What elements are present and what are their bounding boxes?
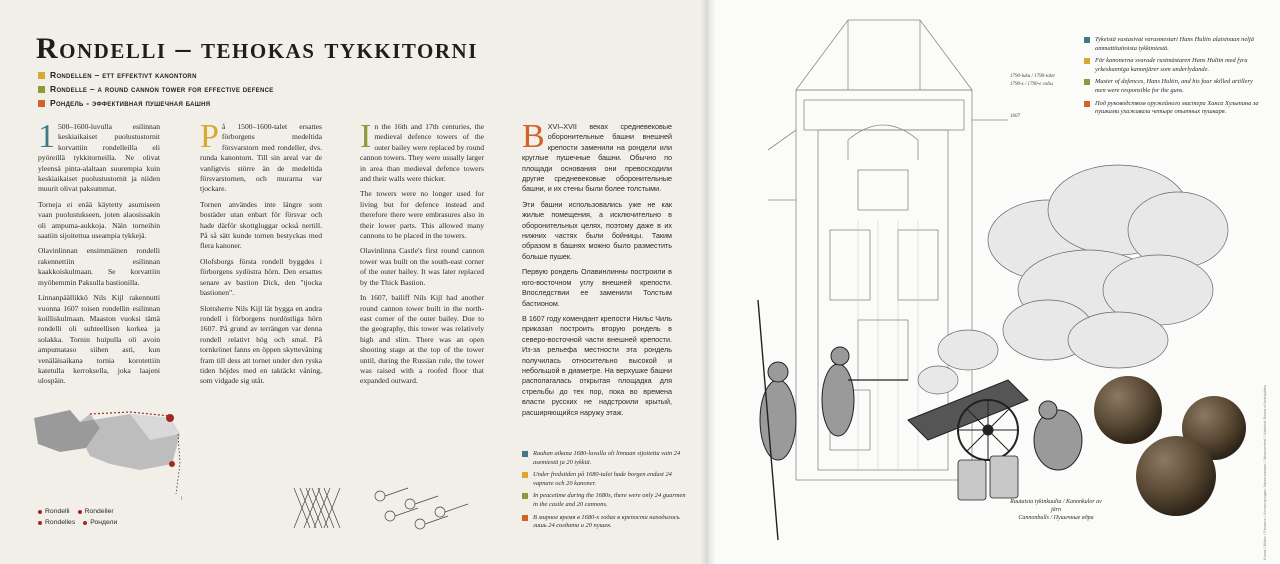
color-square-icon — [1084, 79, 1090, 85]
column-english: In the 16th and 17th centuries, the medieval defence towers of the outer bailey were replaced by round cannon towers. They were usually larger in area than medieval defence towers and their walls were thicker. The towers were no longer used for living but for defence instead and therefore there were embrasures also in their lower parts. This allowed many cannons to be placed in the towers. Olavinlinna Castle's first round cannon tower was built on the south-east corner of the outer bailey. It was later replaced by the Thick Bastion. In 1607, bailiff Nils Kijl had another round cannon tower built in the north-east corner of the outer bailey. Due to the geography, this tower was relatively high and slim. There was an open shooting stage at the top of the tower until, during the Russian rule, the tower was raised with a roofed floor that expanded outward. — [360, 118, 484, 386]
column-russian: ВXVI–XVII веках средневековые оборонительные башни внешней крепости заменили на рондели или круглые пушечные башни. Обычно по площади основания они превосходили другие средневековые оборонительные башни, и их стены были более толстыми. Эти башни использовались уже не как жилые помещения, а исключительно в оборонительных целях, поэтому даже в их нижних частях были бойницы. Таким образом в башнях можно было разместить больше пушек. Первую рондель Олавинлинны построили в юго-восточном углу внешней крепости. Впоследствии ее заменили Толстым бастионом. В 1607 году комендант крепости Нильс Чиль приказал построить вторую рондель в северо-восточной части внешней крепости. Из-за рельефа местности эта рондель получилась относительно высокой и небольшой в диаметре. На верхушке башни располагалась открытая площадка для стрельбы до тех пор, пока во времена власти русских не надстроили крытый, расширяющийся наружу этаж. — [522, 118, 672, 417]
dot-icon — [38, 521, 42, 525]
color-square-icon — [522, 515, 528, 521]
tower-label-1790s: 1790-luku / 1790-talet — [1010, 74, 1055, 79]
color-square-icon — [1084, 37, 1090, 43]
color-square-icon — [522, 493, 528, 499]
page-title: Rondelli – tehokas tykkitorni — [36, 32, 478, 65]
note-item: Rauhan aikana 1680-luvulla oli linnaan sijoitettu vain 24 asemiestä ja 20 tykkiä. — [522, 450, 692, 467]
note-item: Под руководством оружейного мастера Ханса Хультина за пушками ухаживали четыре опытных пушкаря. — [1084, 100, 1262, 117]
color-square-icon — [1084, 58, 1090, 64]
legend-item: Rondelli — [38, 506, 70, 517]
subtitle-english: Rondelle – a round cannon tower for effective defence — [38, 82, 274, 96]
dot-icon — [78, 510, 82, 514]
cannonball-caption: Rautaisia tykinkuulia / Kanonkulor av järn Cannonballs / Пушечные ядра — [1010, 499, 1102, 521]
map-legend — [38, 506, 125, 528]
svg-text:↑: ↑ — [180, 496, 183, 502]
legend-item: Rondeller — [78, 506, 114, 517]
soldiers-cannons-sketch — [290, 468, 490, 538]
dot-icon — [38, 510, 42, 514]
column-finnish: 1 500–1600-luvulla esilinnan keskiaikaiset puolustustornit korvattiin rondelleilla eli pyöreillä tykkitorneilla. Ne olivat yleensä pinta-alaltaan suurempia kuin keskiaikaiset puolustustornit ja niiden muurit olivat paksummat. Torneja ei enää käytetty asumiseen vaan puolustukseen, joten alaosissakin oli ampuma-aukkoja. Näin torneihin saatiin sijoitettua useampia tykkejä. Olavinlinnan ensimmäinen rondelli rakennettiin esilinnan kaakkoiskulmaan. Se korvattiin myöhemmin Paksulla bastionilla. Linnanpäällikkö Nils Kijl rakennutti vuonna 1607 toisen rondellin esilinnan koilliskulmaan. Maaston vuoksi tämä rondelli oli suhteellisen korkea ja solakka. Tornin huipulla oli avoin ampumataso siihen asti, kun venäläisaikana tornia korotettiin katetulla kerroksella, joka laajeni ulospäin. — [38, 118, 160, 386]
note-item: Tykeistä vastasivat varusmestari Hans Hultin alaisinaan neljä ammattitaitoista tykkimiestä. — [1084, 36, 1262, 53]
legend-item: Rondelles — [38, 517, 75, 528]
color-square-icon — [38, 100, 45, 107]
dropcap: I — [360, 118, 372, 155]
tower-label-1790s-alt: 1790-s / 1790-е годы — [1010, 82, 1053, 87]
subtitle-swedish: Rondellen – ett effektivt kanontorn — [38, 68, 274, 82]
dropcap: 1 — [38, 118, 55, 155]
cannonball — [1094, 376, 1162, 444]
vertical-credit: Kuvat / Bilder / Pictures / Иллюстрации: Museovirasto / Museiverket / National Board of Antiquities — [1262, 385, 1267, 560]
dropcap: В — [522, 118, 545, 155]
color-square-icon — [1084, 101, 1090, 107]
dot-icon — [83, 521, 87, 525]
note-item: In peacetime during the 1680s, there were only 24 guarmen in the castle and 20 cannons. — [522, 492, 692, 509]
cannonball — [1136, 436, 1216, 516]
color-square-icon — [38, 72, 45, 79]
notes-peacetime — [522, 450, 692, 535]
color-square-icon — [38, 86, 45, 93]
column-swedish: På 1500–1600-talet ersattes förborgens medeltida försvarstorn med rondeller, dvs. runda kanontorn. Till sin areal var de vanligtvis större än de medeltida försvarstornen, och murarna var tjockare. Tornen användes inte längre som bostäder utan enbart för försvar och hade därför skottgluggar också nertill. På så sätt kunde tornen bestyckas med flera kanoner. Olofsborgs första rondell byggdes i förborgens sydöstra hörn. Den ersattes senare av bastion Dick, den "tjocka bastionen". Slottsherre Nils Kijl lät bygga en andra rondell i förborgens nordöstliga hörn 1607. På grund av terrängen var denna rondell relativt hög och smal. På tornkrönet fanns en öppen skyttevåning fram till dess att tornet under den ryska tiden höjdes med en taktäckt våning, som vidgade sig utåt. — [200, 118, 322, 386]
note-item: В мирное время в 1680-х годах в крепости находилось лишь 24 солдата и 20 пушек. — [522, 514, 692, 531]
legend-item: Рондели — [83, 517, 117, 528]
tower-label-1607: 1607 — [1010, 114, 1020, 119]
subtitle-russian: Рондель - эффективная пушечная башня — [38, 96, 274, 110]
subtitle-list — [38, 68, 274, 110]
note-item: Master of defences, Hans Hultin, and his four skilled artillery men were responsible for the guns. — [1084, 78, 1262, 95]
color-square-icon — [522, 472, 528, 478]
note-item: Under fredstiden på 1680-talet hade borgen endast 24 vapnare och 20 kanoner. — [522, 471, 692, 488]
notes-master-of-defences — [1084, 36, 1262, 121]
dropcap: P — [200, 118, 219, 155]
castle-plan-map — [30, 404, 190, 504]
note-item: För kanonerna svarade rustmästaren Hans Hultin med fyra yrkeskunniga kanonjärer som underlydande. — [1084, 57, 1262, 74]
color-square-icon — [522, 451, 528, 457]
